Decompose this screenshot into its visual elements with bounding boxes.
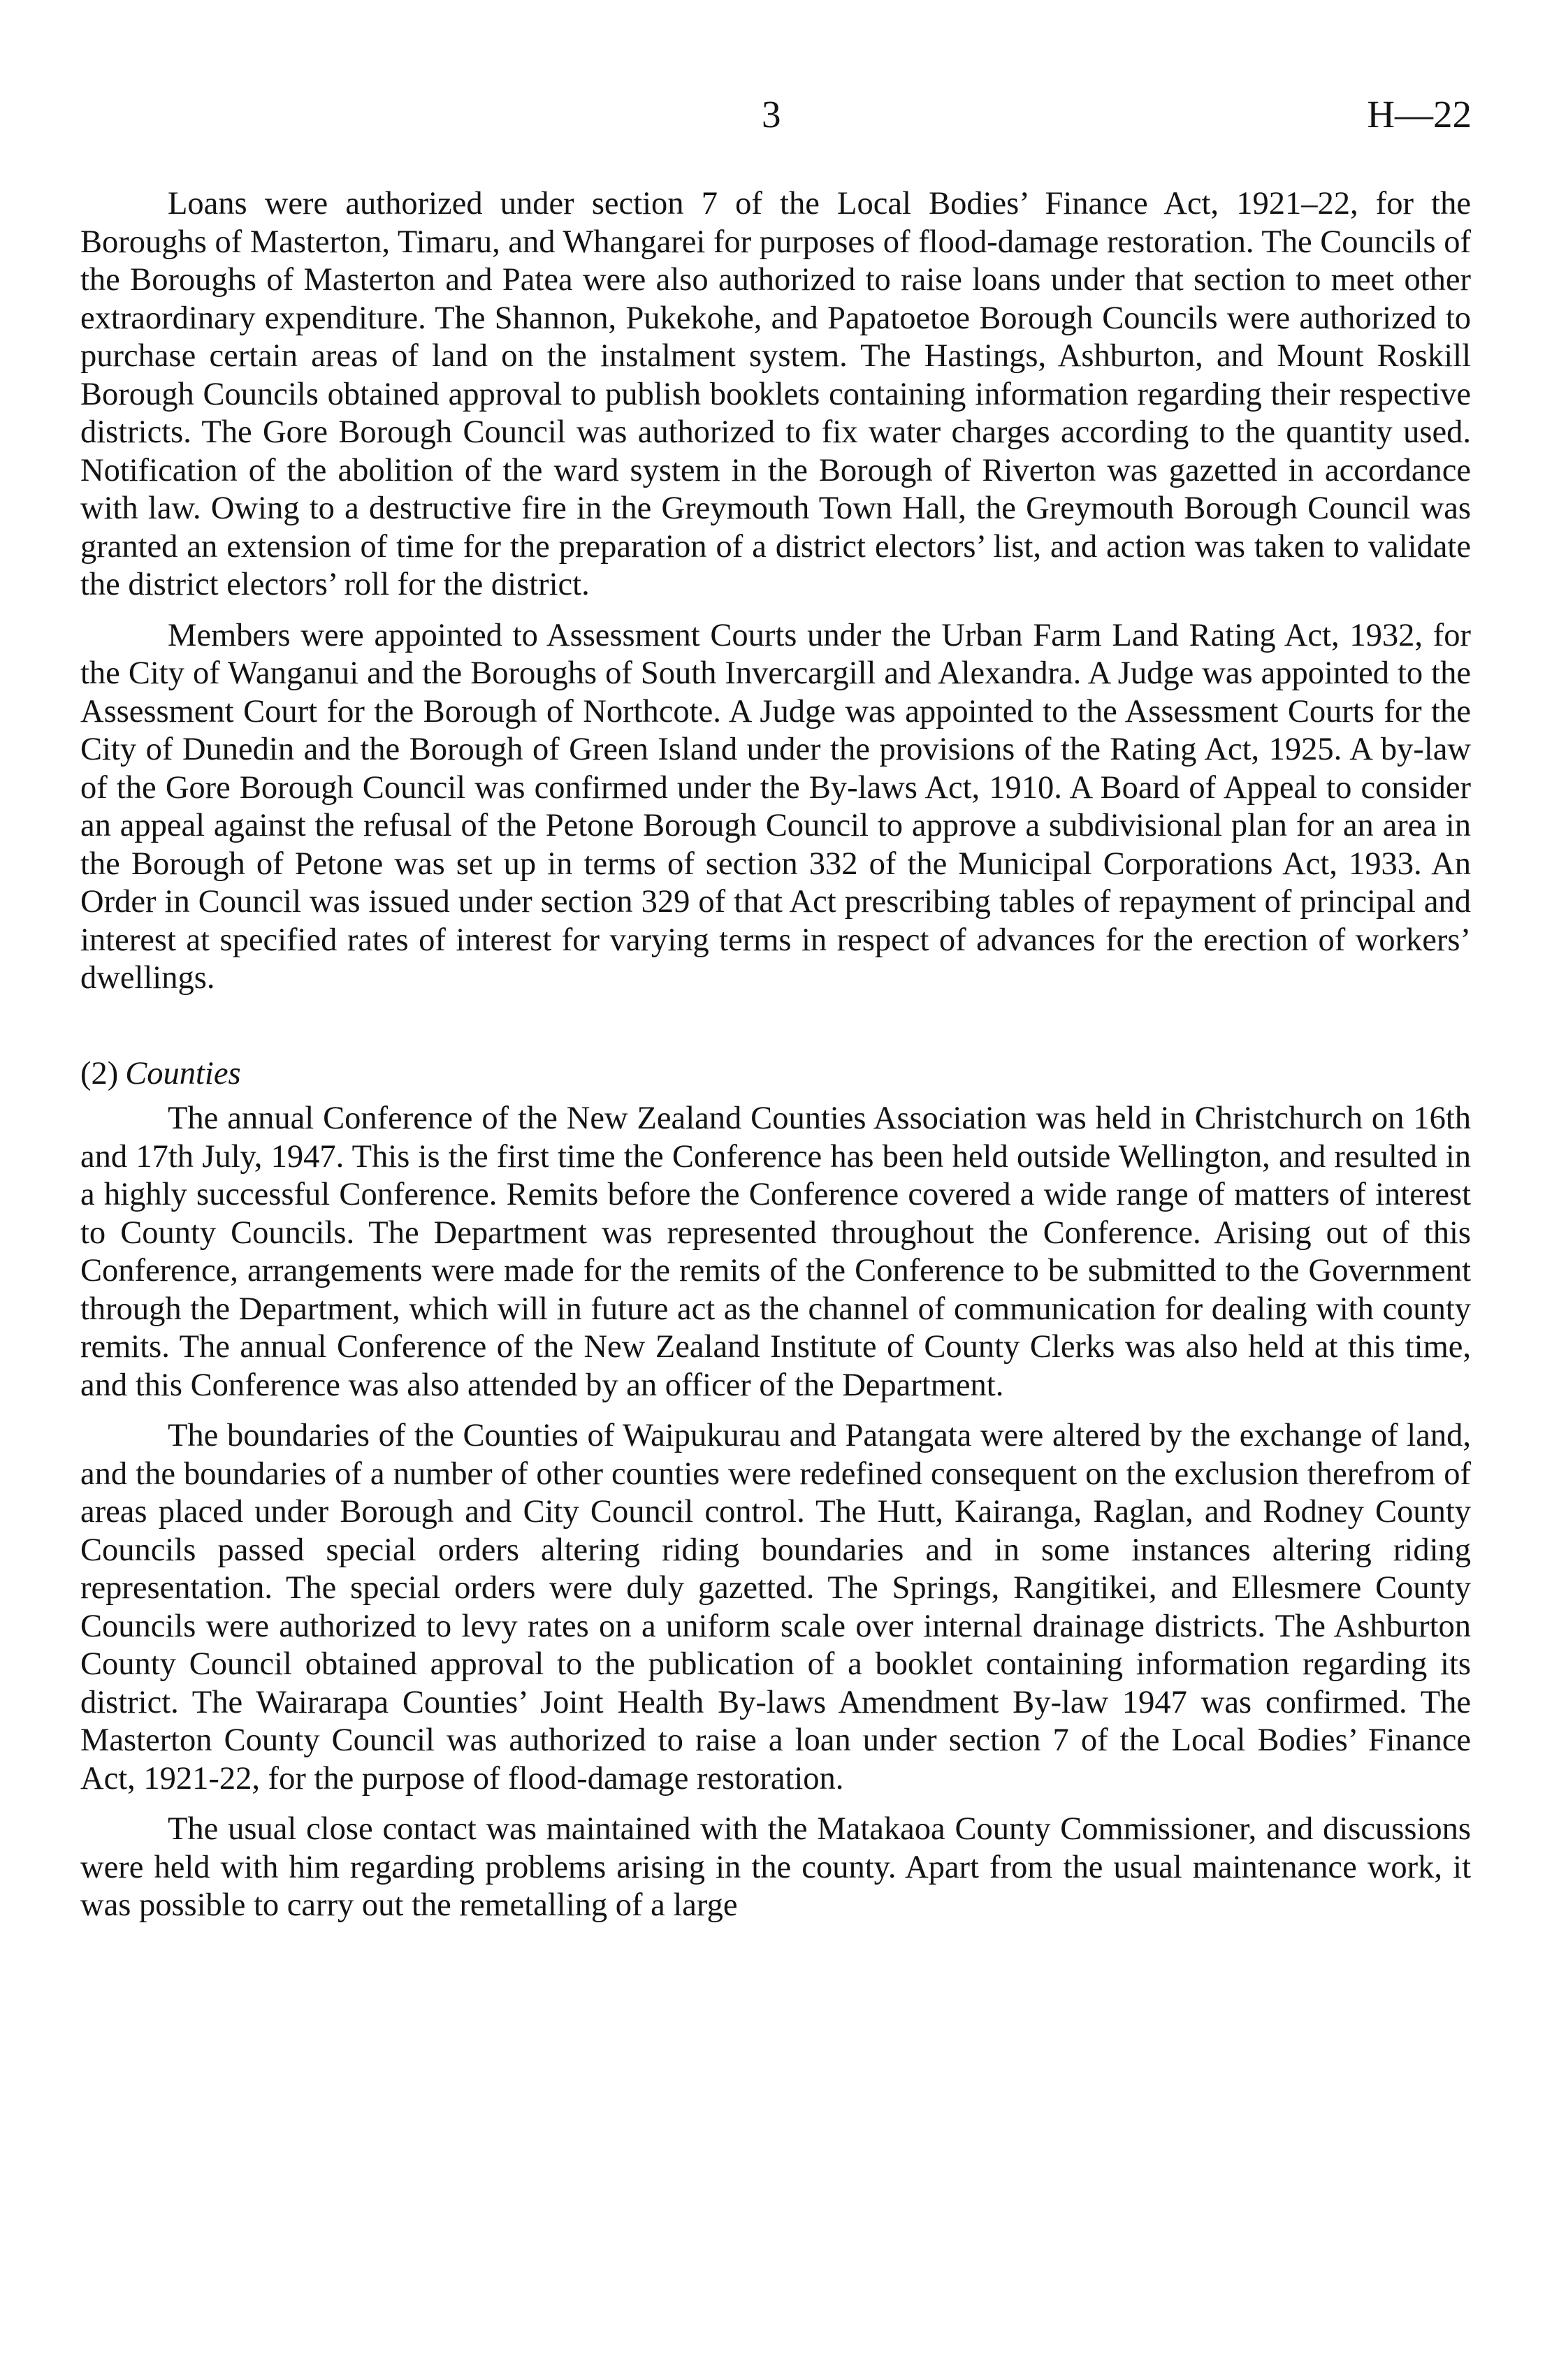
paragraph-borough-loans: Loans were authorized under section 7 of the Local Bodies’ Finance Act, 1921–22, for the Boroughs of Masterton, Timaru, and Whangarei for purposes of flood-damage restoration. The Councils of the Boroughs of Masterton and Patea were also authorized to raise loans under that section to meet other extraordinary expenditure. The Shannon, Pukekohe, and Papatoetoe Borough Councils were authorized to purchase certain areas of land on the instalment system. The Hastings, Ashburton, and Mount Roskill Borough Councils obtained approval to publish booklets containing information regarding their respective districts. The Gore Borough Council was authorized to fix water charges according to the quantity used. Notification of the abolition of the ward system in the Borough of Riverton was gazetted in accordance with law. Owing to a destructive fire in the Greymouth Town Hall, the Greymouth Borough Council was granted an extension of time for the preparation of a district electors’ list, and action was taken to validate the district electors’ roll for the district.: [80, 186, 1471, 602]
section-heading-counties: [80, 1055, 1471, 1094]
paragraph-assessment-courts: Members were appointed to Assessment Courts under the Urban Farm Land Rating Act, 1932, for the City of Wanganui and the Boroughs of South Invercargill and Alexandra. A Judge was appointed to the Assessment Court for the Borough of Northcote. A Judge was appointed to the Assessment Courts for the City of Dunedin and the Borough of Green Island under the provisions of the Rating Act, 1925. A by-law of the Gore Borough Council was confirmed under the By-laws Act, 1910. A Board of Appeal to consider an appeal against the refusal of the Petone Borough Council to approve a subdivisional plan for an area in the Borough of Petone was set up in terms of section 332 of the Municipal Corporations Act, 1933. An Order in Council was issued under section 329 of that Act prescribing tables of repayment of principal and interest at specified rates of interest for varying terms in respect of advances for the erection of workers’ dwellings.: [80, 617, 1471, 996]
page-header: [0, 92, 1545, 148]
section-number: (2): [80, 1055, 119, 1091]
page-number: 3: [762, 93, 781, 136]
section-title: Counties: [125, 1055, 241, 1091]
document-reference: H—22: [1367, 93, 1472, 136]
paragraph-matakaoa-county: The usual close contact was maintained with the Matakaoa County Commissioner, and discussions were held with him regarding problems arising in the county. Apart from the usual maintenance work, it was possible to carry out the remetalling of a large: [80, 1811, 1471, 1923]
paragraph-counties-conference: The annual Conference of the New Zealand Counties Association was held in Christchurch on 16th and 17th July, 1947. This is the first time the Conference has been held outside Wellington, and resulted in a highly successful Conference. Remits before the Conference covered a wide range of matters of interest to County Councils. The Department was represented throughout the Conference. Arising out of this Conference, arrangements were made for the remits of the Conference to be submitted to the Government through the Department, which will in future act as the channel of communication for dealing with county remits. The annual Conference of the New Zealand Institute of County Clerks was also held at this time, and this Conference was also attended by an officer of the Department.: [80, 1101, 1471, 1403]
body-text: [80, 185, 1471, 1938]
paragraph-county-boundaries: The boundaries of the Counties of Waipukurau and Patangata were altered by the exchange of land, and the boundaries of a number of other counties were redefined consequent on the exclusion therefrom of areas placed under Borough and City Council control. The Hutt, Kairanga, Raglan, and Rodney County Councils passed special orders altering riding boundaries and in some instances altering riding representation. The special orders were duly gazetted. The Springs, Rangitikei, and Ellesmere County Councils were authorized to levy rates on a uniform scale over internal drainage districts. The Ashburton County Council obtained approval to the publication of a booklet containing information regarding its district. The Wairarapa Counties’ Joint Health By-laws Amendment By-law 1947 was confirmed. The Masterton County Council was authorized to raise a loan under section 7 of the Local Bodies’ Finance Act, 1921-22, for the purpose of flood-damage restoration.: [80, 1418, 1471, 1797]
